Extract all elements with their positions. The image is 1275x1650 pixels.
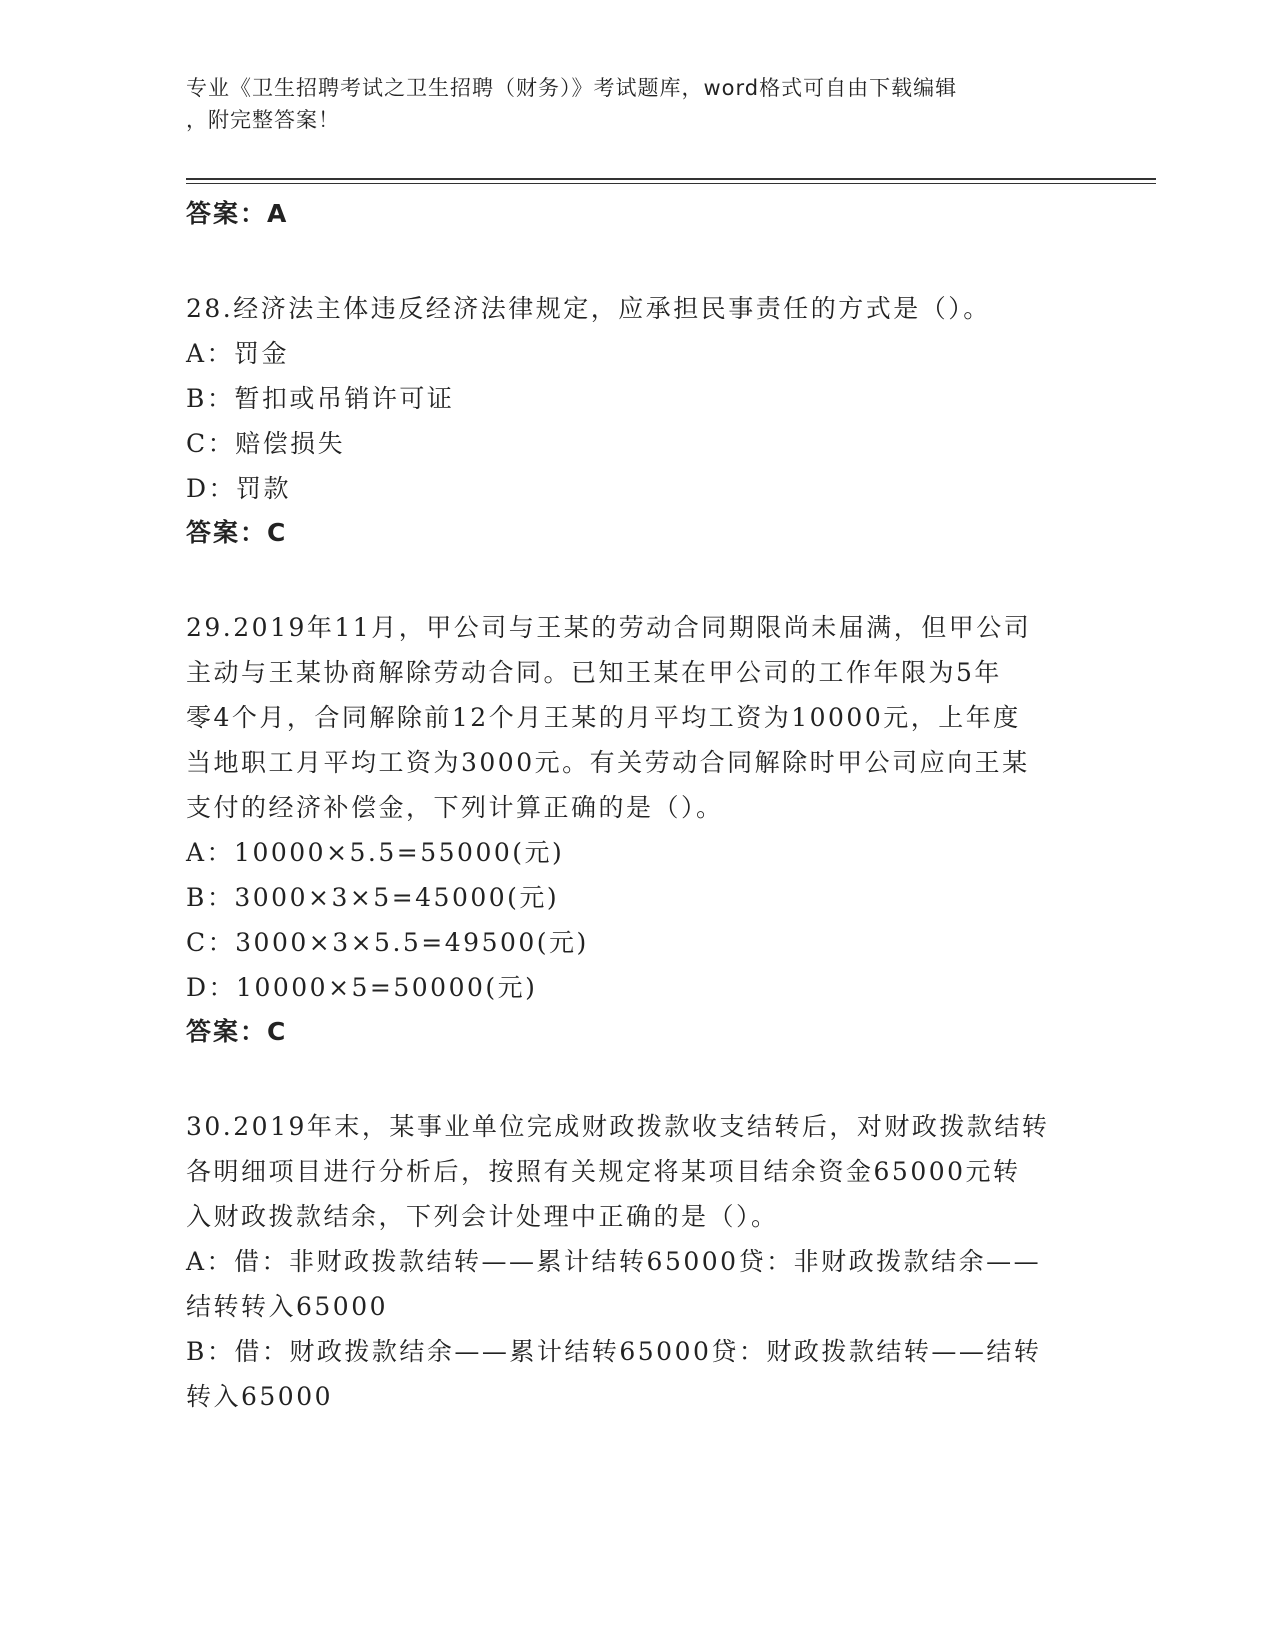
question-28 (186, 286, 1086, 555)
question-29-option-c: C：3000×3×5.5=49500(元) (186, 928, 589, 957)
question-30-line-1: 30.2019年末，某事业单位完成财政拨款收支结转后，对财政拨款结转 (186, 1112, 1050, 1141)
question-30-line-2: 各明细项目进行分析后，按照有关规定将某项目结余资金65000元转 (186, 1157, 1021, 1186)
question-list (186, 192, 1086, 1419)
question-30 (186, 1104, 1086, 1419)
spacer (186, 555, 1086, 605)
answer-28: 答案：C (186, 518, 288, 547)
header-divider-thick (186, 178, 1156, 180)
question-29 (186, 605, 1086, 1054)
header-line-2: ，附完整答案！ (186, 108, 340, 132)
spacer (186, 1054, 1086, 1104)
page-header (186, 72, 1066, 136)
spacer (186, 236, 1086, 286)
question-29-option-a: A：10000×5.5=55000(元) (186, 838, 565, 867)
question-29-option-b: B：3000×3×5=45000(元) (186, 883, 560, 912)
question-30-option-b-line-1: B：借：财政拨款结余——累计结转65000贷：财政拨款结转——结转 (186, 1337, 1042, 1366)
question-28-option-c: C：赔偿损失 (186, 429, 346, 458)
answer-29: 答案：C (186, 1017, 288, 1046)
question-30-option-b-line-2: 转入65000 (186, 1382, 334, 1411)
question-29-line-3: 零4个月，合同解除前12个月王某的月平均工资为10000元，上年度 (186, 703, 1021, 732)
question-29-line-1: 29.2019年11月，甲公司与王某的劳动合同期限尚未届满，但甲公司 (186, 613, 1032, 642)
question-28-option-a: A：罚金 (186, 339, 290, 368)
question-29-option-d: D：10000×5=50000(元) (186, 973, 538, 1002)
question-29-line-2: 主动与王某协商解除劳动合同。已知王某在甲公司的工作年限为5年 (186, 658, 1002, 687)
question-28-option-b: B：暂扣或吊销许可证 (186, 384, 455, 413)
header-divider-thin (186, 183, 1156, 184)
question-29-line-4: 当地职工月平均工资为3000元。有关劳动合同解除时甲公司应向王某 (186, 748, 1030, 777)
question-29-line-5: 支付的经济补偿金，下列计算正确的是（）。 (186, 793, 724, 822)
answer-27: 答案：A (186, 199, 289, 228)
question-28-text: 28.经济法主体违反经济法律规定，应承担民事责任的方式是（）。 (186, 294, 991, 323)
question-28-option-d: D：罚款 (186, 474, 292, 503)
question-30-option-a-line-2: 结转转入65000 (186, 1292, 389, 1321)
question-30-line-3: 入财政拨款结余，下列会计处理中正确的是（）。 (186, 1202, 779, 1231)
question-30-option-a-line-1: A：借：非财政拨款结转——累计结转65000贷：非财政拨款结余—— (186, 1247, 1042, 1276)
header-line-1: 专业《卫生招聘考试之卫生招聘（财务）》考试题库，word格式可自由下载编辑 (186, 76, 958, 100)
